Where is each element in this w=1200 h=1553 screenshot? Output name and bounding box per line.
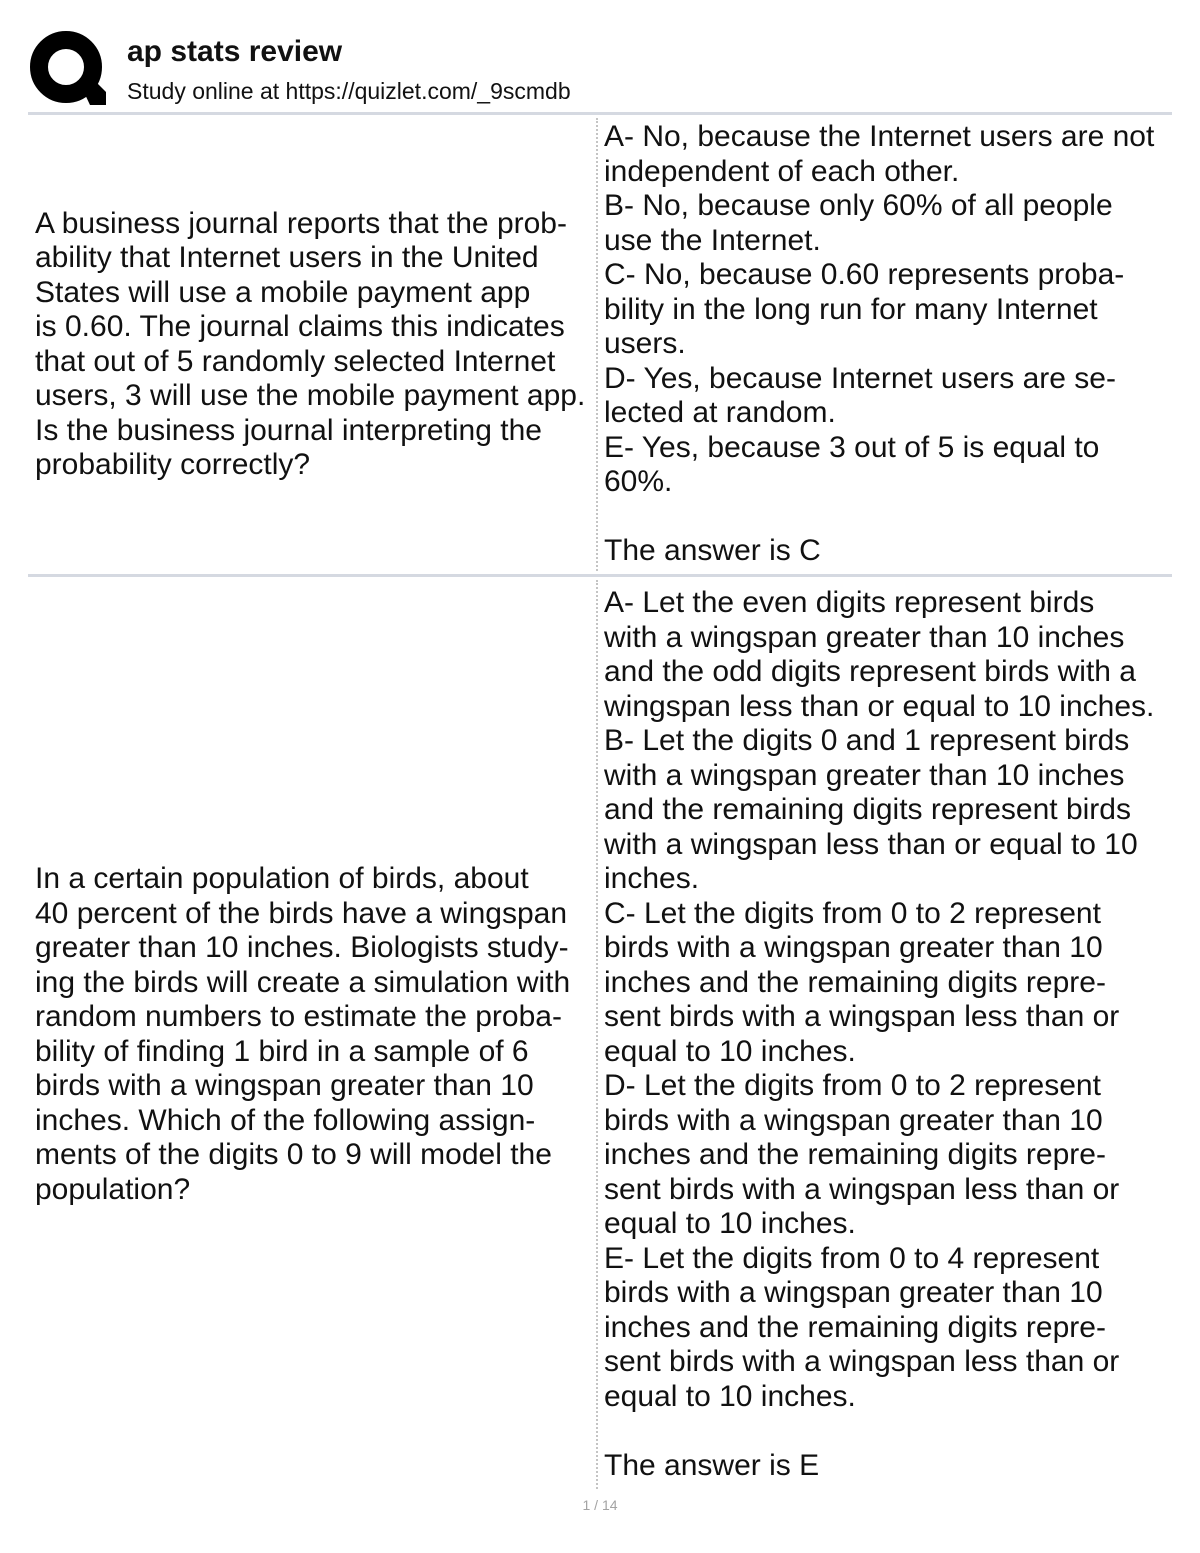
option-line: bility in the long run for many Internet (604, 292, 1098, 326)
flashcard-row (28, 115, 1172, 574)
answer-option-b (604, 189, 1154, 258)
term-line: bility of finding 1 bird in a sample of 6 (35, 1034, 529, 1068)
answer-option-e (604, 431, 1154, 500)
option-line: users. (604, 327, 686, 361)
term-line: population? (35, 1172, 191, 1206)
quizlet-q-logo-icon (28, 28, 108, 108)
option-line: B- Let the digits 0 and 1 represent birds (604, 724, 1130, 757)
option-line: use the Internet. (604, 223, 821, 257)
option-line: and the remaining digits represent birds (604, 793, 1131, 826)
set-title: ap stats review (127, 35, 343, 68)
option-line: and the odd digits represent birds with a (604, 655, 1136, 688)
answer-option-d (604, 1069, 1154, 1242)
option-line: C- No, because 0.60 represents proba- (604, 258, 1125, 292)
term-line: greater than 10 inches. Biologists study- (35, 931, 569, 964)
option-line: E- Yes, because 3 out of 5 is equal to (604, 430, 1100, 464)
term-cell (28, 115, 597, 574)
definition-cell (597, 115, 1172, 574)
term-line: States will use a mobile payment app (35, 275, 531, 309)
flashcard-row (28, 577, 1172, 1492)
option-line: with a wingspan greater than 10 inches (604, 758, 1125, 792)
option-line: with a wingspan greater than 10 inches (604, 620, 1125, 654)
definition-cell (597, 577, 1172, 1492)
page-number: 1 / 14 (582, 1497, 618, 1513)
answer-option-c (604, 897, 1154, 1070)
term-line: probability correctly? (35, 448, 311, 481)
option-line: wingspan less than or equal to 10 inches. (604, 689, 1155, 723)
option-line: lected at random. (604, 396, 836, 430)
option-line: birds with a wingspan greater than 10 (604, 1276, 1103, 1309)
term-line: ing the birds will create a simulation with (35, 965, 571, 999)
option-line: A- Let the even digits represent birds (604, 586, 1095, 619)
option-line: D- Let the digits from 0 to 2 represent (604, 1069, 1101, 1102)
term-text (35, 207, 585, 483)
option-line: with a wingspan less than or equal to 10 (604, 827, 1138, 861)
term-line: birds with a wingspan greater than 10 (35, 1069, 534, 1102)
answer-option-a (604, 120, 1154, 189)
correct-answer: The answer is E (604, 1448, 820, 1482)
option-line: equal to 10 inches. (604, 1207, 856, 1240)
term-line: Is the business journal interpreting the (35, 413, 542, 447)
option-line: birds with a wingspan greater than 10 (604, 1103, 1103, 1137)
term-line: ments of the digits 0 to 9 will model the (35, 1138, 552, 1171)
option-line: inches and the remaining digits repre- (604, 965, 1106, 999)
term-line: is 0.60. The journal claims this indicates (35, 310, 565, 343)
option-line: sent birds with a wingspan less than or (604, 1345, 1120, 1378)
option-line: equal to 10 inches. (604, 1034, 856, 1068)
option-line: E- Let the digits from 0 to 4 represent (604, 1241, 1100, 1275)
option-line: A- No, because the Internet users are not (604, 120, 1155, 154)
option-line: birds with a wingspan greater than 10 (604, 931, 1103, 964)
answer-option-c (604, 258, 1154, 362)
term-line: that out of 5 randomly selected Internet (35, 344, 556, 378)
study-online-text: Study online at https://quizlet.com/_9scmdb (127, 78, 571, 104)
correct-answer: The answer is C (604, 534, 821, 568)
option-line: inches and the remaining digits repre- (604, 1310, 1106, 1344)
option-line: inches. (604, 862, 700, 895)
term-text (35, 862, 570, 1207)
option-line: C- Let the digits from 0 to 2 represent (604, 896, 1101, 930)
answer-option-a (604, 586, 1154, 724)
term-line: inches. Which of the following assign- (35, 1103, 536, 1137)
definition-text (604, 120, 1154, 569)
definition-text (604, 586, 1154, 1483)
answer-option-b (604, 724, 1154, 897)
option-line: B- No, because only 60% of all people (604, 189, 1113, 223)
option-line: 60%. (604, 465, 673, 499)
option-line: inches and the remaining digits repre- (604, 1138, 1106, 1171)
option-line: D- Yes, because Internet users are se- (604, 361, 1116, 395)
term-line: A business journal reports that the prob- (35, 206, 567, 240)
answer-option-e (604, 1242, 1154, 1415)
option-line: equal to 10 inches. (604, 1379, 856, 1413)
answer-option-d (604, 362, 1154, 431)
term-cell (28, 577, 597, 1492)
option-line: sent birds with a wingspan less than or (604, 1172, 1120, 1206)
term-line: ability that Internet users in the United (35, 241, 539, 274)
term-line: 40 percent of the birds have a wingspan (35, 896, 568, 930)
term-line: users, 3 will use the mobile payment app. (35, 379, 586, 412)
term-line: random numbers to estimate the proba- (35, 1000, 562, 1033)
option-line: sent birds with a wingspan less than or (604, 1000, 1120, 1033)
option-line: independent of each other. (604, 154, 960, 188)
term-line: In a certain population of birds, about (35, 862, 529, 895)
